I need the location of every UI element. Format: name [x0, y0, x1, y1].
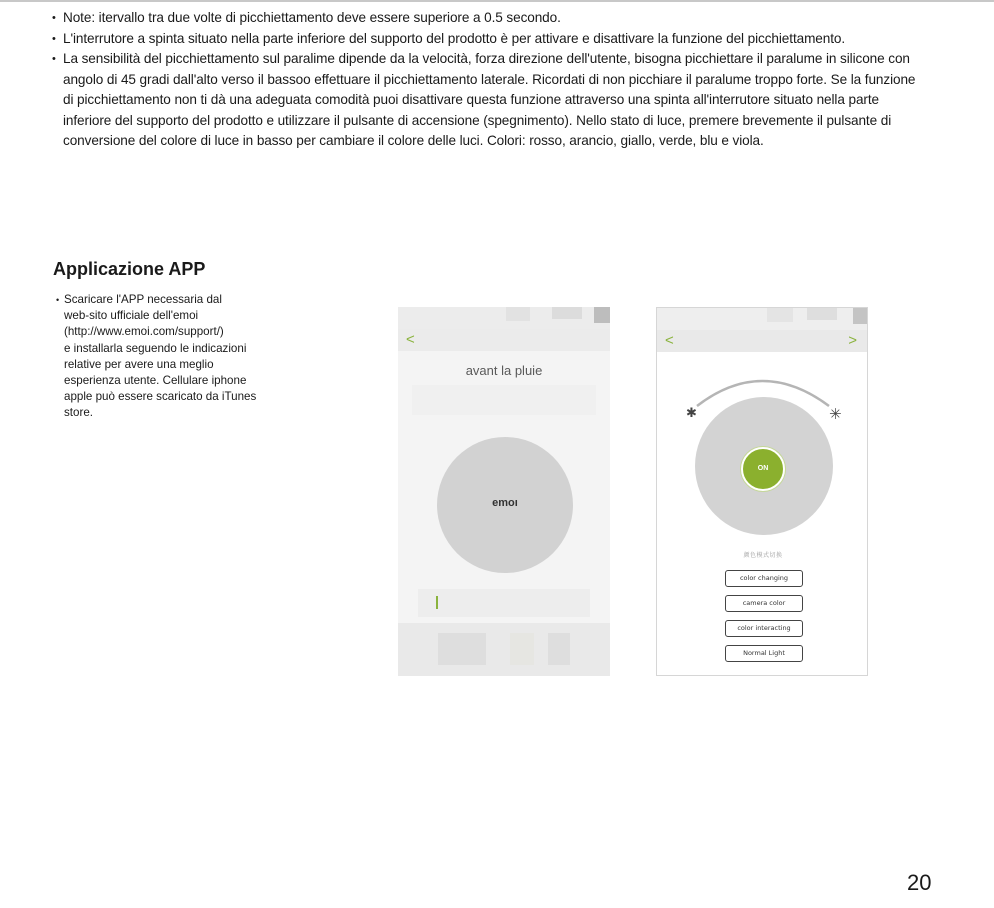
- nav-bar: [657, 330, 868, 352]
- nav-bar: [398, 329, 610, 351]
- mode-status-text: 颜色模式切换: [743, 553, 783, 559]
- lamp-circle-label: emoı: [492, 497, 518, 509]
- power-on-button[interactable]: ON: [741, 447, 785, 491]
- status-bar-block: [767, 308, 793, 322]
- app-section-paragraph: • Scaricare l'APP necessaria dal web-sito ufficiale dell'emoi (http://www.emoi.com/support/) e installarla seguendo le indicazioni relative per avere una meglio esperienza utente. Cellulare iphone apple può essere scaricato da iTunes store.: [64, 293, 257, 420]
- instruction-item: • La sensibilità del picchiettamento sul paralime dipende da la velocità, forza direzione dell'utente, bisogna picchiettare il paralume in silicone con angolo di 45 gradi dall'alto verso il bassoo effettuare il picchiettamento laterale. Ricordati di non picchiare il paralume troppo forte. Se la funzione di picchiettamento non ti dà una adeguata comodità puoi disattivare questa funzione attraverso una spinta all'interrutore situato nella parte inferiore del supporto del prodotto e utilizzare il pulsante di accensione (spegnimento). Nello stato di luce, premere brevemente il pulsante di conversione del colore di luce in basso per cambiare il colore delle luci. Colori: rosso, arancio, giallo, verde, blu e viola.: [52, 49, 922, 152]
- normal-light-button[interactable]: Normal Light: [725, 645, 803, 662]
- camera-color-button[interactable]: camera color: [725, 595, 803, 612]
- brightness-low-icon: ✱: [686, 405, 697, 420]
- color-changing-button[interactable]: color changing: [725, 570, 803, 587]
- instruction-item: • L'interrutore a spinta situato nella parte inferiore del supporto del prodotto è per attivare e disattivare la funzione del picchiettamento.: [52, 29, 922, 50]
- tab-item[interactable]: [438, 633, 486, 665]
- screen-title: avant la pluie: [465, 363, 543, 378]
- back-arrow-icon[interactable]: <: [665, 332, 674, 349]
- instruction-list: [52, 8, 922, 152]
- page-number: 20: [907, 870, 932, 895]
- status-bar-block: [506, 307, 530, 321]
- back-arrow-icon[interactable]: <: [406, 331, 415, 348]
- phone-screenshot-1: [398, 307, 610, 676]
- tab-item[interactable]: [510, 633, 534, 665]
- status-bar-block: [807, 308, 837, 320]
- forward-arrow-icon[interactable]: >: [848, 332, 857, 349]
- tab-bar: [398, 623, 610, 676]
- status-bar-block: [853, 308, 867, 324]
- app-section-text: [56, 292, 361, 422]
- text-cursor: [436, 596, 438, 609]
- tab-item[interactable]: [548, 633, 570, 665]
- top-rule: [0, 0, 994, 2]
- status-bar-block: [552, 307, 582, 319]
- status-bar-block: [594, 307, 610, 323]
- brightness-high-icon: ✳: [829, 406, 842, 423]
- text-field[interactable]: [418, 589, 590, 617]
- instruction-item: • Note: itervallo tra due volte di picchiettamento deve essere superiore a 0.5 secondo.: [52, 8, 922, 29]
- app-section-heading: Applicazione APP: [53, 259, 206, 279]
- color-interacting-button[interactable]: color interacting: [725, 620, 803, 637]
- phone-screenshot-2: [656, 307, 868, 676]
- blurred-row: [412, 385, 596, 415]
